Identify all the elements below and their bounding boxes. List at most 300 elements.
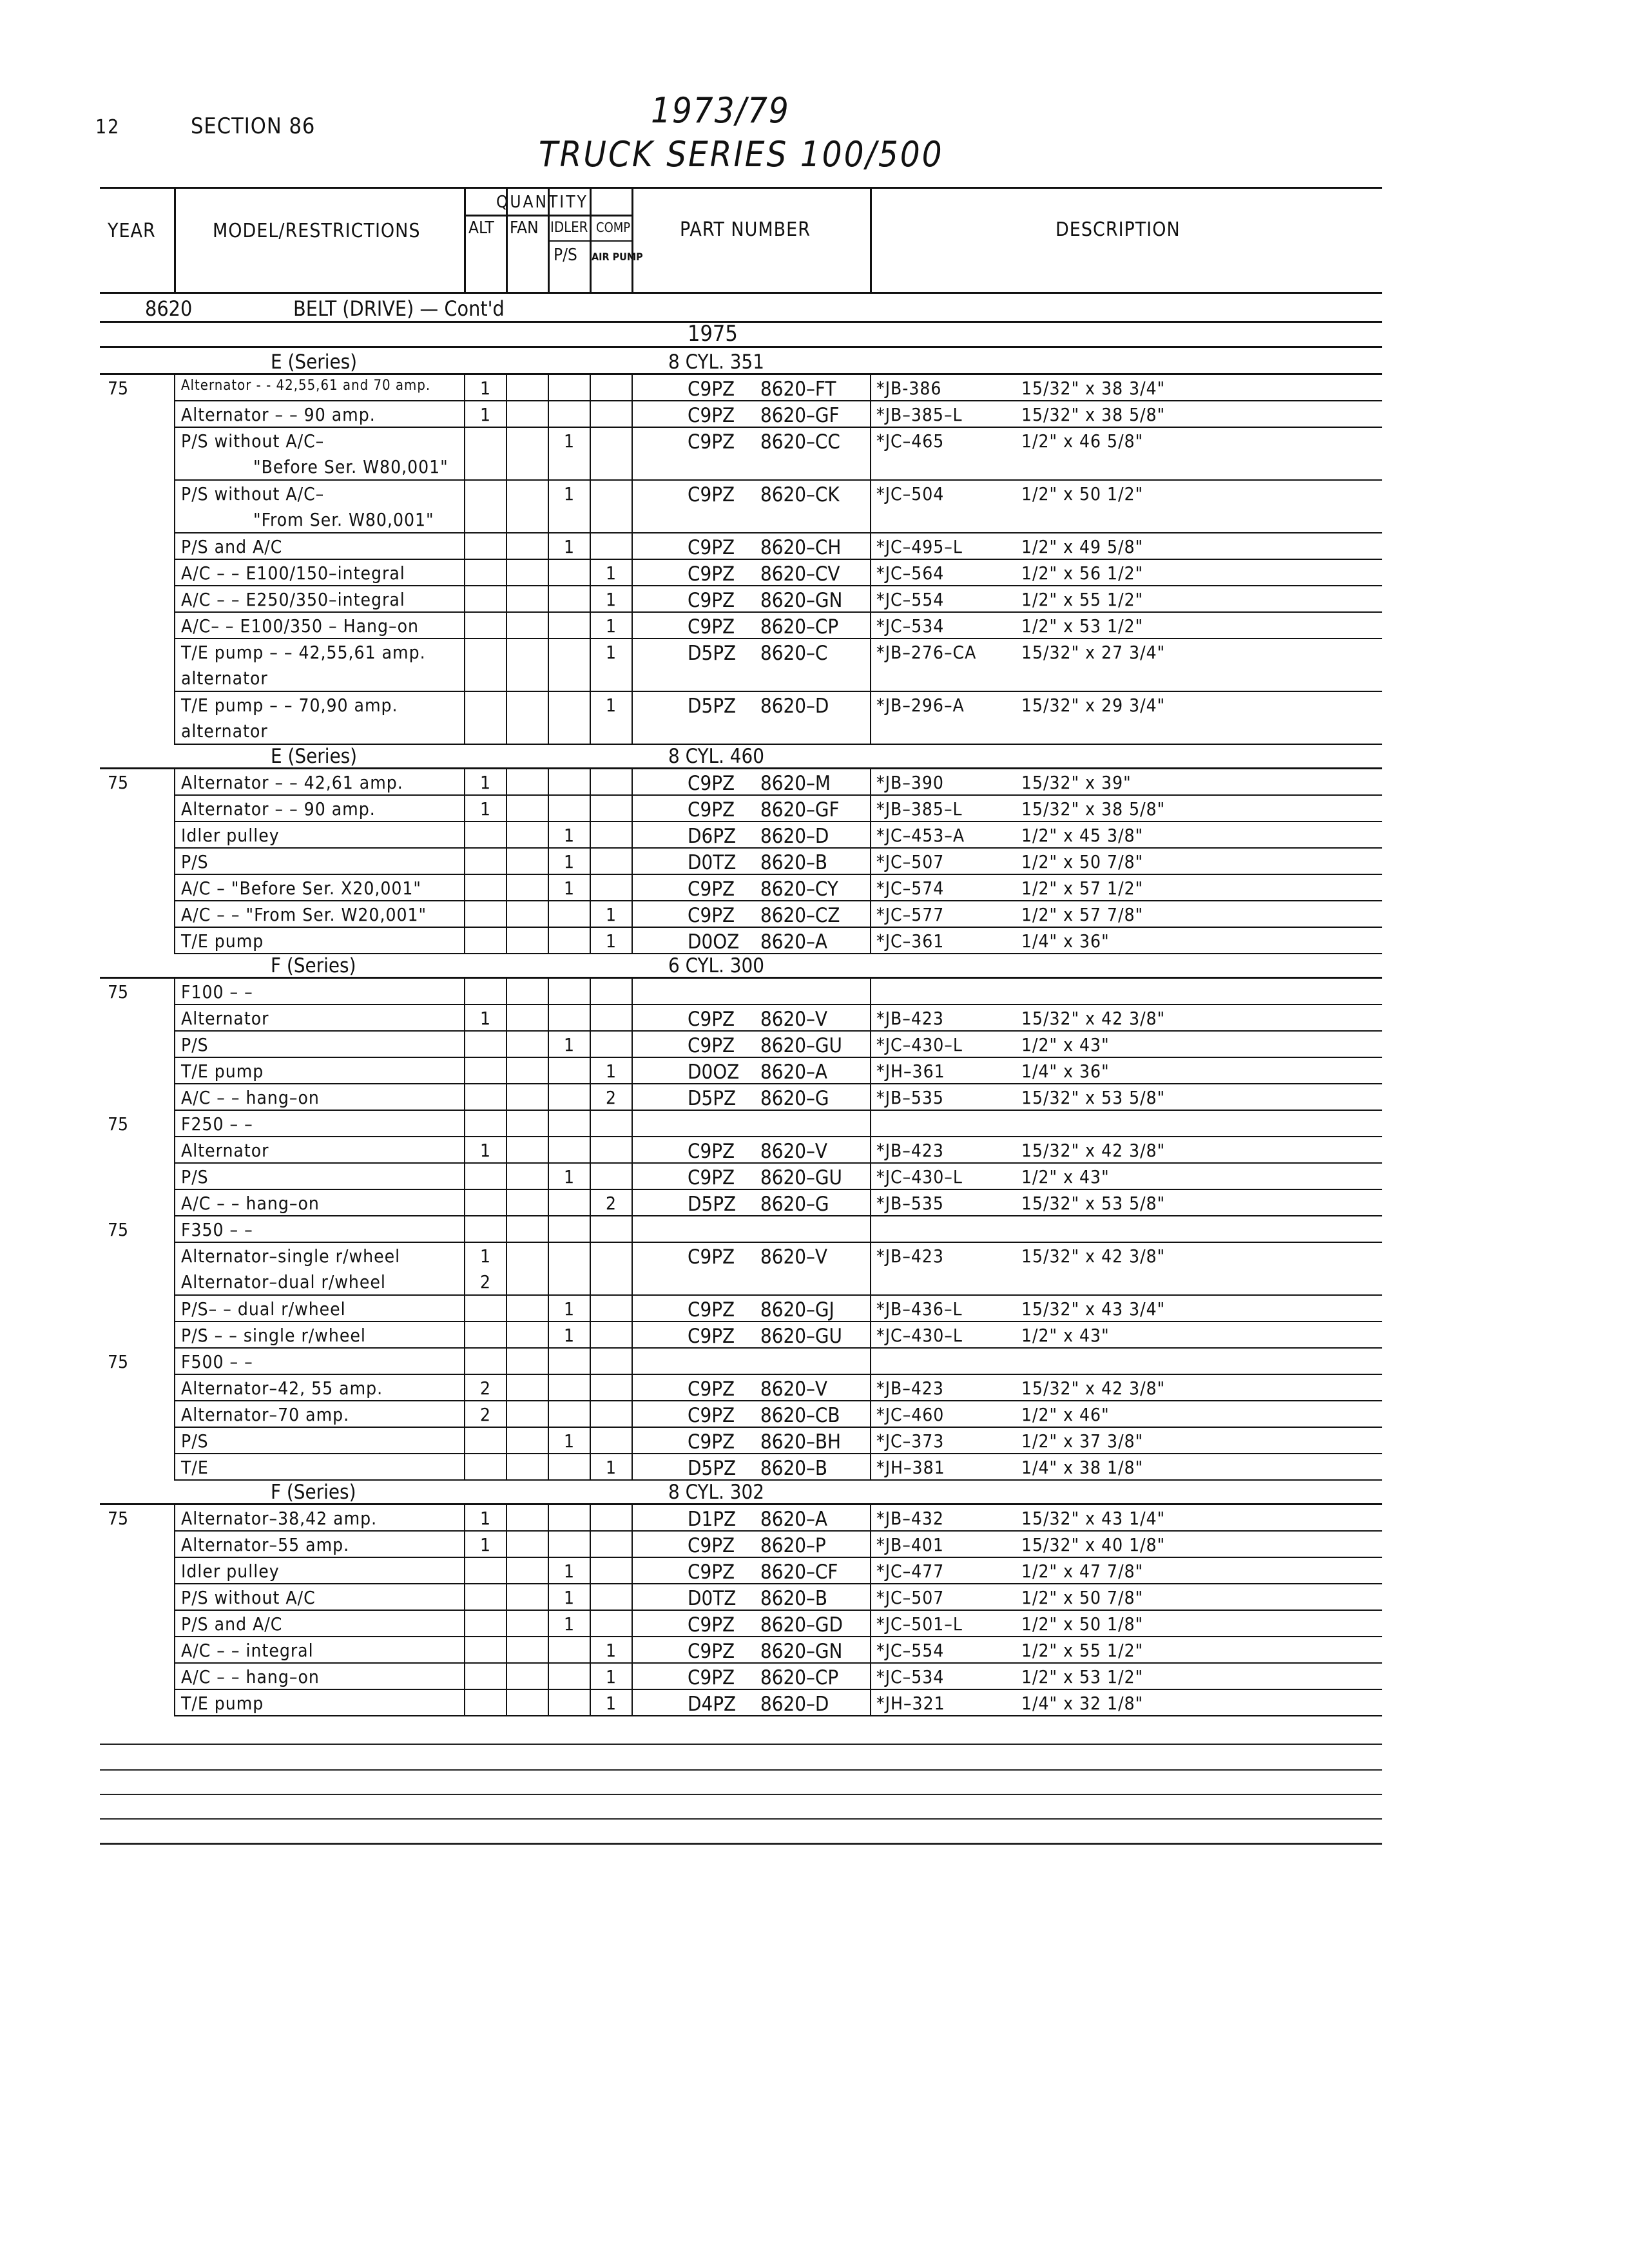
part-number: 8620–A: [760, 1508, 827, 1531]
belt-code: *JH–321: [876, 1693, 945, 1714]
part-number: 8620–GU: [760, 1034, 842, 1057]
part-prefix: C9PZ: [688, 430, 735, 454]
part-prefix: C9PZ: [688, 1325, 735, 1348]
part-number: 8620–V: [760, 1245, 827, 1269]
series-name: E (Series): [271, 745, 358, 768]
part-prefix: D0TZ: [688, 851, 737, 874]
row-year: 75: [108, 1113, 129, 1135]
part-prefix: D5PZ: [688, 695, 737, 718]
row-model: Alternator: [181, 1140, 269, 1161]
section-code: 8620: [145, 296, 193, 321]
section-heading: [100, 295, 1382, 323]
row-model: T/E pump – – 42,55,61 amp.: [181, 642, 426, 663]
belt-size: 15/32" x 43 1/4": [1021, 1508, 1166, 1529]
row-model-cont: Alternator–dual r/wheel: [181, 1271, 386, 1293]
row-year: 75: [108, 1508, 129, 1529]
belt-code: *JB–423: [876, 1008, 944, 1029]
belt-size: 1/2" x 43": [1021, 1166, 1110, 1187]
row-model: T/E pump: [181, 930, 264, 952]
row-model: A/C– – E100/350 – Hang–on: [181, 615, 419, 637]
belt-size: 15/32" x 38 5/8": [1021, 798, 1166, 820]
part-prefix: C9PZ: [688, 798, 735, 822]
page-number: 12: [95, 116, 120, 139]
qty-comp: 2: [606, 1087, 617, 1108]
table-row: [100, 560, 1382, 586]
part-number: 8620–C: [760, 642, 828, 665]
row-model: P/S – – single r/wheel: [181, 1325, 366, 1346]
part-number: 8620–B: [760, 851, 828, 874]
row-model: Alternator: [181, 1008, 269, 1029]
part-prefix: D4PZ: [688, 1693, 737, 1716]
qty-alt: 1: [480, 378, 492, 399]
part-number: 8620–GF: [760, 404, 840, 427]
belt-size: 15/32" x 43 3/4": [1021, 1298, 1166, 1320]
part-prefix: C9PZ: [688, 1430, 735, 1454]
row-model: Alternator–42, 55 amp.: [181, 1378, 383, 1399]
belt-code: *JB–436–L: [876, 1298, 963, 1320]
col-alt: ALT: [468, 218, 494, 238]
table-row: [100, 401, 1382, 428]
table-row: [100, 769, 1382, 796]
row-model: P/S– – dual r/wheel: [181, 1298, 346, 1320]
table-row: [100, 822, 1382, 849]
qty-comp: 1: [606, 695, 617, 716]
table-row: [100, 796, 1382, 822]
part-prefix: C9PZ: [688, 772, 735, 795]
qty-idler: 1: [564, 1561, 575, 1582]
table-row: [100, 375, 1382, 401]
part-prefix: D0OZ: [688, 1061, 740, 1084]
belt-size: 1/2" x 57 7/8": [1021, 904, 1144, 925]
qty-alt: 1: [480, 1008, 492, 1029]
table-row: [100, 1558, 1382, 1584]
part-prefix: D5PZ: [688, 1457, 737, 1480]
belt-code: *JC–501–L: [876, 1613, 963, 1635]
qty-alt: 1: [480, 798, 492, 820]
belt-size: 15/32" x 38 3/4": [1021, 378, 1166, 399]
table-row: [100, 1584, 1382, 1611]
qty-idler: 1: [564, 1034, 575, 1055]
part-number: 8620–FT: [760, 378, 836, 401]
table-row: [100, 1611, 1382, 1637]
table-row: [100, 1505, 1382, 1532]
row-model: P/S: [181, 1430, 209, 1452]
belt-size: 1/2" x 56 1/2": [1021, 562, 1144, 584]
belt-code: *JB–385–L: [876, 404, 963, 425]
part-number: 8620–V: [760, 1008, 827, 1031]
part-number: 8620–CZ: [760, 904, 840, 927]
belt-code: *JC–507: [876, 851, 945, 872]
year-heading-text: 1975: [688, 321, 738, 347]
row-model: F250 – –: [181, 1113, 253, 1135]
engine-name: 8 CYL. 302: [668, 1481, 765, 1504]
row-model: A/C – – hang–on: [181, 1087, 320, 1108]
belt-code: *JH–381: [876, 1457, 945, 1478]
row-model: Idler pulley: [181, 825, 280, 846]
belt-code: *JC–574: [876, 878, 945, 899]
qty-idler: 1: [564, 536, 575, 557]
row-model: P/S: [181, 1166, 209, 1187]
belt-size: 1/2" x 57 1/2": [1021, 878, 1144, 899]
qty-alt: 1: [480, 772, 492, 793]
part-prefix: D5PZ: [688, 1087, 737, 1110]
qty-alt: 1: [480, 1140, 492, 1161]
part-number: 8620–GD: [760, 1613, 843, 1637]
belt-size: 1/4" x 36": [1021, 930, 1110, 952]
part-prefix: C9PZ: [688, 1640, 735, 1663]
qty-comp: 2: [606, 1193, 617, 1214]
belt-code: *JB–423: [876, 1378, 944, 1399]
belt-size: 15/32" x 53 5/8": [1021, 1087, 1166, 1108]
row-model: F100 – –: [181, 981, 253, 1003]
row-model: Alternator–single r/wheel: [181, 1245, 401, 1267]
table-row: [100, 875, 1382, 901]
row-model: Alternator – – 42,61 amp.: [181, 772, 403, 793]
series-subheading: [100, 745, 1382, 769]
table-row: [100, 1190, 1382, 1216]
row-model: F350 – –: [181, 1219, 253, 1240]
belt-size: 1/2" x 50 7/8": [1021, 851, 1144, 872]
col-year: YEAR: [108, 220, 156, 242]
table-row: [100, 481, 1382, 533]
row-model: A/C – "Before Ser. X20,001": [181, 878, 421, 899]
part-prefix: C9PZ: [688, 1034, 735, 1057]
qty-alt: 1: [480, 1245, 492, 1267]
belt-code: *JB–390: [876, 772, 944, 793]
row-model-cont: "From Ser. W80,001": [253, 509, 434, 530]
row-year: 75: [108, 1351, 129, 1372]
table-row: [100, 901, 1382, 928]
part-number: 8620–BH: [760, 1430, 842, 1454]
part-prefix: C9PZ: [688, 904, 735, 927]
series-subheading: [100, 954, 1382, 979]
belt-code: *JC–430–L: [876, 1166, 963, 1187]
qty-comp: 1: [606, 562, 617, 584]
table-row: [100, 1532, 1382, 1558]
row-model: A/C – – integral: [181, 1640, 314, 1661]
row-model: Alternator–55 amp.: [181, 1534, 350, 1555]
belt-size: 1/2" x 37 3/8": [1021, 1430, 1144, 1452]
table-row: [100, 1243, 1382, 1296]
part-number: 8620–GN: [760, 1640, 843, 1663]
part-number: 8620–CK: [760, 483, 840, 506]
part-number: 8620–CF: [760, 1561, 838, 1584]
belt-code: *JC–430–L: [876, 1034, 963, 1055]
qty-idler: 1: [564, 430, 575, 452]
belt-code: *JC–554: [876, 1640, 945, 1661]
qty-alt-2: 2: [480, 1271, 492, 1293]
belt-code: *JC–495–L: [876, 536, 963, 557]
part-number: 8620–D: [760, 695, 829, 718]
belt-size: 15/32" x 38 5/8": [1021, 404, 1166, 425]
part-number: 8620–CY: [760, 878, 838, 901]
belt-size: 1/2" x 46 5/8": [1021, 430, 1144, 452]
part-number: 8620–G: [760, 1087, 829, 1110]
qty-idler: 1: [564, 1613, 575, 1635]
part-number: 8620–V: [760, 1140, 827, 1163]
row-model: P/S: [181, 851, 209, 872]
qty-comp: 1: [606, 1666, 617, 1687]
row-model: A/C – – hang–on: [181, 1193, 320, 1214]
qty-alt: 2: [480, 1404, 492, 1425]
belt-code: *JH–361: [876, 1061, 945, 1082]
belt-size: 15/32" x 42 3/8": [1021, 1378, 1166, 1399]
part-prefix: C9PZ: [688, 1404, 735, 1427]
qty-idler: 1: [564, 1430, 575, 1452]
part-number: 8620–B: [760, 1587, 828, 1610]
section-name: BELT (DRIVE) — Cont'd: [293, 296, 505, 321]
qty-idler: 1: [564, 1325, 575, 1346]
col-quantity: QUANTITY: [496, 193, 588, 212]
qty-idler: 1: [564, 851, 575, 872]
belt-code: *JB–535: [876, 1087, 944, 1108]
column-header: [100, 187, 1382, 294]
row-model: T/E: [181, 1457, 209, 1478]
series-name: E (Series): [271, 351, 358, 374]
belt-size: 15/32" x 53 5/8": [1021, 1193, 1166, 1214]
belt-size: 1/2" x 46": [1021, 1404, 1110, 1425]
belt-code: *JC–577: [876, 904, 945, 925]
belt-code: *JC–534: [876, 1666, 945, 1687]
row-model: Alternator–70 amp.: [181, 1404, 350, 1425]
part-prefix: D0OZ: [688, 930, 740, 954]
row-model: Idler pulley: [181, 1561, 280, 1582]
qty-comp: 1: [606, 930, 617, 952]
table-row: [100, 1216, 1382, 1243]
qty-comp: 1: [606, 1457, 617, 1478]
part-number: 8620–A: [760, 1061, 827, 1084]
table-row: [100, 849, 1382, 875]
belt-code: *JB–432: [876, 1508, 944, 1529]
table-row: [100, 1058, 1382, 1084]
row-model: Alternator – – 90 amp.: [181, 404, 376, 425]
part-prefix: C9PZ: [688, 1166, 735, 1189]
row-model: P/S: [181, 1034, 209, 1055]
part-prefix: C9PZ: [688, 483, 735, 506]
qty-idler: 1: [564, 1166, 575, 1187]
row-model-cont: alternator: [181, 668, 268, 689]
col-fan: FAN: [510, 218, 539, 238]
belt-size: 1/2" x 49 5/8": [1021, 536, 1144, 557]
part-prefix: C9PZ: [688, 615, 735, 639]
belt-code: *JB–296–A: [876, 695, 965, 716]
table-row: [100, 1428, 1382, 1454]
table-row: [100, 1005, 1382, 1032]
part-prefix: C9PZ: [688, 536, 735, 559]
belt-code: *JB-386: [876, 378, 942, 399]
belt-code: *JC–373: [876, 1430, 945, 1452]
series-subheading: [100, 1481, 1382, 1505]
table-row: [100, 586, 1382, 613]
belt-size: 1/2" x 53 1/2": [1021, 1666, 1144, 1687]
part-prefix: C9PZ: [688, 1534, 735, 1557]
row-model: T/E pump: [181, 1061, 264, 1082]
part-prefix: C9PZ: [688, 1666, 735, 1689]
part-prefix: D6PZ: [688, 825, 737, 848]
col-air-pump: AIR PUMP: [592, 251, 643, 263]
part-number: 8620–CP: [760, 1666, 839, 1689]
table-row: [100, 613, 1382, 639]
row-model: A/C – – "From Ser. W20,001": [181, 904, 427, 925]
belt-size: 15/32" x 40 1/8": [1021, 1534, 1166, 1555]
table-row: [100, 1690, 1382, 1716]
belt-code: *JB–385–L: [876, 798, 963, 820]
col-idler: IDLER: [550, 220, 588, 236]
table-row: [100, 1164, 1382, 1190]
belt-size: 15/32" x 27 3/4": [1021, 642, 1166, 663]
belt-code: *JC–564: [876, 562, 945, 584]
page-title-series: TRUCK SERIES 100/500: [539, 134, 944, 175]
part-number: 8620–G: [760, 1193, 829, 1216]
table-row: [100, 928, 1382, 954]
belt-code: *JC–430–L: [876, 1325, 963, 1346]
part-number: 8620–P: [760, 1534, 826, 1557]
part-prefix: C9PZ: [688, 1561, 735, 1584]
belt-size: 1/2" x 55 1/2": [1021, 589, 1144, 610]
belt-size: 1/2" x 53 1/2": [1021, 615, 1144, 637]
belt-code: *JC–465: [876, 430, 945, 452]
row-model: A/C – – E100/150–integral: [181, 562, 405, 584]
col-comp: COMP: [596, 220, 631, 235]
qty-idler: 1: [564, 878, 575, 899]
year-heading: [100, 323, 1382, 348]
qty-comp: 1: [606, 1640, 617, 1661]
row-model-cont: alternator: [181, 720, 268, 742]
part-number: 8620–A: [760, 930, 827, 954]
part-prefix: C9PZ: [688, 1008, 735, 1031]
row-year: 75: [108, 1219, 129, 1240]
table-row: [100, 639, 1382, 692]
table-row: [100, 979, 1382, 1005]
table-row: [100, 1637, 1382, 1664]
part-number: 8620–CB: [760, 1404, 840, 1427]
engine-name: 8 CYL. 351: [668, 351, 765, 374]
belt-code: *JC–507: [876, 1587, 945, 1608]
col-part-number: PART NUMBER: [680, 218, 811, 241]
belt-code: *JC–477: [876, 1561, 945, 1582]
col-model: MODEL/RESTRICTIONS: [213, 220, 421, 242]
qty-comp: 1: [606, 904, 617, 925]
qty-alt: 1: [480, 404, 492, 425]
part-prefix: C9PZ: [688, 1378, 735, 1401]
belt-size: 1/2" x 50 1/8": [1021, 1613, 1144, 1635]
part-number: 8620–V: [760, 1378, 827, 1401]
belt-size: 15/32" x 29 3/4": [1021, 695, 1166, 716]
row-model: A/C – – E250/350–integral: [181, 589, 405, 610]
part-number: 8620–GN: [760, 589, 843, 612]
row-model: Alternator - - 42,55,61 and 70 amp.: [181, 378, 431, 394]
qty-comp: 1: [606, 1061, 617, 1082]
row-model: Alternator – – 90 amp.: [181, 798, 376, 820]
part-prefix: D0TZ: [688, 1587, 737, 1610]
row-model: P/S without A/C–: [181, 430, 325, 452]
qty-comp: 1: [606, 642, 617, 663]
part-number: 8620–GF: [760, 798, 840, 822]
qty-idler: 1: [564, 1298, 575, 1320]
table-row: [100, 1322, 1382, 1349]
belt-code: *JB–535: [876, 1193, 944, 1214]
part-prefix: C9PZ: [688, 378, 735, 401]
row-year: 75: [108, 378, 129, 399]
part-prefix: D1PZ: [688, 1508, 737, 1531]
row-model: P/S without A/C–: [181, 483, 325, 505]
part-prefix: C9PZ: [688, 1140, 735, 1163]
belt-size: 1/2" x 45 3/8": [1021, 825, 1144, 846]
series-subheading: [100, 351, 1382, 375]
part-prefix: C9PZ: [688, 1298, 735, 1321]
table-row: [100, 533, 1382, 560]
part-prefix: C9PZ: [688, 562, 735, 586]
part-prefix: C9PZ: [688, 878, 735, 901]
belt-code: *JC–453–A: [876, 825, 965, 846]
table-row: [100, 1084, 1382, 1111]
belt-size: 15/32" x 42 3/8": [1021, 1140, 1166, 1161]
table-row: [100, 1349, 1382, 1375]
part-number: 8620–M: [760, 772, 831, 795]
row-model: P/S and A/C: [181, 536, 283, 557]
qty-idler: 1: [564, 1587, 575, 1608]
part-number: 8620–CV: [760, 562, 840, 586]
row-year: 75: [108, 772, 129, 793]
belt-size: 15/32" x 42 3/8": [1021, 1245, 1166, 1267]
belt-size: 1/2" x 43": [1021, 1325, 1110, 1346]
belt-size: 1/2" x 47 7/8": [1021, 1561, 1144, 1582]
table-row: [100, 1111, 1382, 1137]
col-ps: P/S: [554, 245, 577, 265]
row-year: 75: [108, 981, 129, 1003]
row-model: A/C – – hang–on: [181, 1666, 320, 1687]
qty-alt: 1: [480, 1534, 492, 1555]
table-row: [100, 1375, 1382, 1401]
series-name: F (Series): [271, 1481, 356, 1504]
belt-code: *JB–423: [876, 1245, 944, 1267]
part-number: 8620–GJ: [760, 1298, 834, 1321]
table-row: [100, 1664, 1382, 1690]
table-row: [100, 692, 1382, 745]
table-row: [100, 1296, 1382, 1322]
belt-size: 15/32" x 39": [1021, 772, 1132, 793]
engine-name: 6 CYL. 300: [668, 954, 765, 977]
table-row: [100, 1032, 1382, 1058]
part-number: 8620–CH: [760, 536, 842, 559]
engine-name: 8 CYL. 460: [668, 745, 765, 768]
part-prefix: D5PZ: [688, 642, 737, 665]
row-model: T/E pump: [181, 1693, 264, 1714]
belt-size: 1/4" x 36": [1021, 1061, 1110, 1082]
belt-code: *JC–554: [876, 589, 945, 610]
belt-size: 1/4" x 38 1/8": [1021, 1457, 1144, 1478]
belt-code: *JC–361: [876, 930, 945, 952]
qty-alt: 1: [480, 1508, 492, 1529]
row-model-cont: "Before Ser. W80,001": [253, 456, 448, 477]
part-number: 8620–GU: [760, 1325, 842, 1348]
table-row: [100, 1454, 1382, 1481]
qty-comp: 1: [606, 1693, 617, 1714]
belt-size: 1/2" x 50 7/8": [1021, 1587, 1144, 1608]
part-prefix: C9PZ: [688, 1245, 735, 1269]
table-row: [100, 1137, 1382, 1164]
part-number: 8620–B: [760, 1457, 828, 1480]
belt-code: *JC–460: [876, 1404, 945, 1425]
row-model: P/S without A/C: [181, 1587, 316, 1608]
part-prefix: C9PZ: [688, 589, 735, 612]
row-model: F500 – –: [181, 1351, 253, 1372]
row-model: T/E pump – – 70,90 amp.: [181, 695, 398, 716]
belt-code: *JC–504: [876, 483, 945, 505]
belt-code: *JB–423: [876, 1140, 944, 1161]
belt-code: *JC–534: [876, 615, 945, 637]
belt-size: 1/4" x 32 1/8": [1021, 1693, 1144, 1714]
